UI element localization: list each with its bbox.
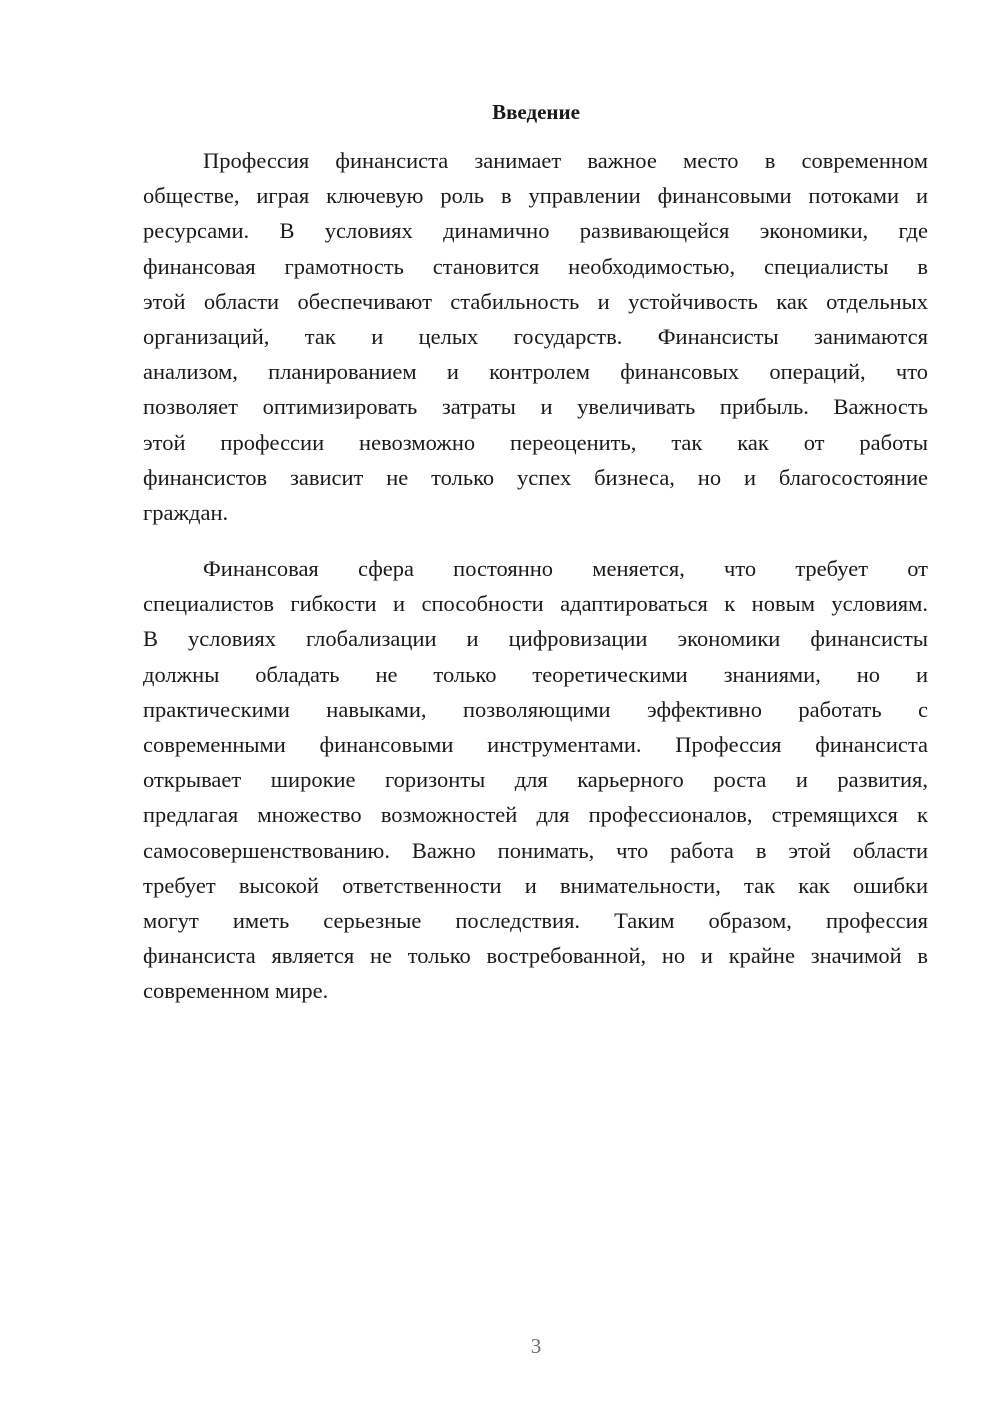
text-line: граждан. xyxy=(143,499,229,525)
text-line: Финансовая сфера постоянно меняется, что требует от xyxy=(203,556,928,581)
text-line: современными финансовыми инструментами. Профессия финансиста xyxy=(143,731,928,757)
page-number: 3 xyxy=(530,1334,542,1358)
text-line: организаций, так и целых государств. Финансисты занимаются xyxy=(143,323,928,349)
text-line: предлагая множество возможностей для профессионалов, стремящихся к xyxy=(143,802,928,828)
text-line: открывает широкие горизонты для карьерного роста и развития, xyxy=(143,767,928,793)
text-line: Профессия финансиста занимает важное место в современном xyxy=(203,148,928,173)
text-line: В условиях глобализации и цифровизации экономики финансисты xyxy=(143,626,928,652)
text-line: этой области обеспечивают стабильность и устойчивость как отдельных xyxy=(143,288,928,314)
text-line: требует высокой ответственности и внимательности, так как ошибки xyxy=(143,872,928,898)
paragraph-1 xyxy=(143,143,928,530)
text-line: должны обладать не только теоретическими знаниями, но и xyxy=(143,661,928,687)
section-title: Введение xyxy=(492,100,580,124)
text-line: финансовая грамотность становится необходимостью, специалисты в xyxy=(143,253,928,279)
text-line: обществе, играя ключевую роль в управлении финансовыми потоками и xyxy=(143,183,928,209)
text-line: финансистов зависит не только успех бизнеса, но и благосостояние xyxy=(143,464,928,490)
text-line: ресурсами. В условиях динамично развивающейся экономики, где xyxy=(143,218,928,244)
text-line: этой профессии невозможно переоценить, так как от работы xyxy=(143,429,928,455)
text-line: позволяет оптимизировать затраты и увеличивать прибыль. Важность xyxy=(143,394,928,420)
text-line: финансиста является не только востребованной, но и крайне значимой в xyxy=(143,943,928,969)
paragraph-2 xyxy=(143,551,928,1008)
text-line: современном мире. xyxy=(143,978,329,1004)
text-line: практическими навыками, позволяющими эффективно работать с xyxy=(143,696,928,722)
text-line: самосовершенствованию. Важно понимать, что работа в этой области xyxy=(143,837,928,863)
text-line: анализом, планированием и контролем финансовых операций, что xyxy=(143,359,928,385)
text-line: могут иметь серьезные последствия. Таким образом, профессия xyxy=(143,907,928,933)
text-line: специалистов гибкости и способности адаптироваться к новым условиям. xyxy=(143,591,928,617)
